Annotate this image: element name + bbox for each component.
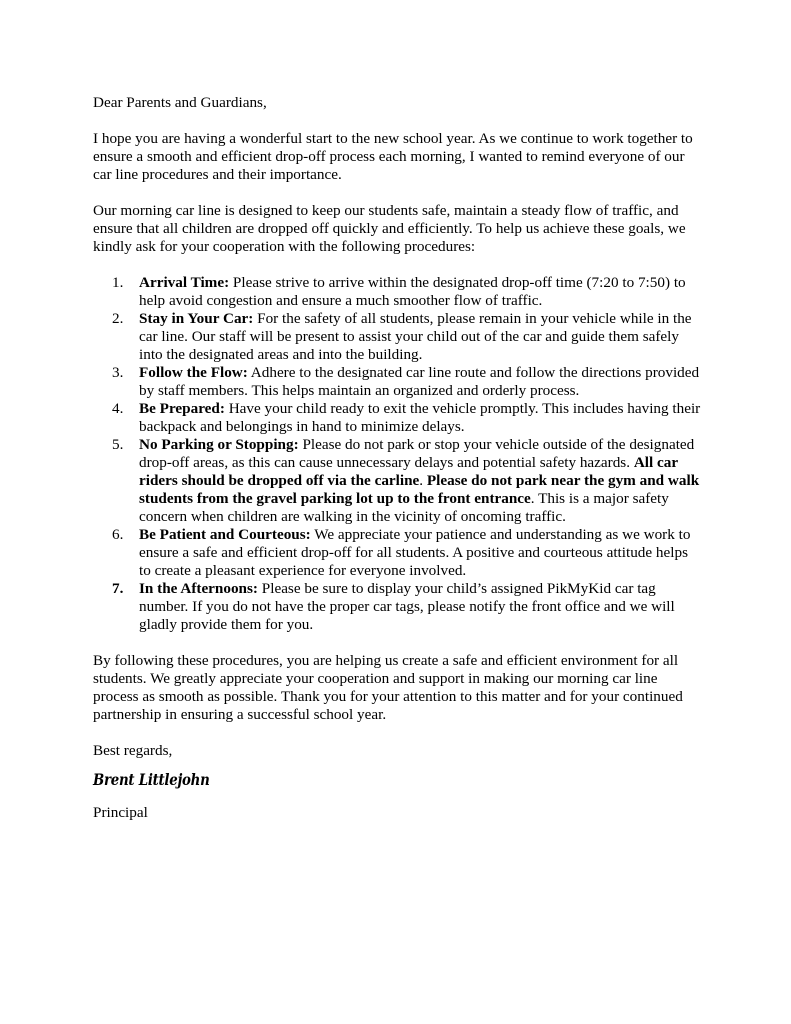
list-item — [93, 526, 703, 580]
item-title: Be Patient and Courteous: — [139, 526, 311, 543]
item-title: No Parking or Stopping: — [139, 436, 299, 453]
list-item — [93, 400, 703, 436]
item-number: 7. — [112, 580, 124, 597]
gym-parking-emphasis: Please do not park near the gym and walk students from the gravel parking lot up to the front entrance — [139, 472, 700, 507]
letter-body — [93, 94, 703, 822]
item-text: Adhere to the designated car line route and follow the directions provided by staff members. This helps maintain an organized and orderly process. — [139, 364, 700, 399]
item-separator: . — [419, 472, 427, 489]
closing: Best regards, — [93, 742, 173, 759]
item-tail: . This is a major safety concern when children are walking in the vicinity of oncoming traffic. — [139, 490, 669, 525]
item-text: We appreciate your patience and understanding as we work to ensure a safe and efficient drop-off for all students. A positive and courteous attitude helps to create a pleasant experience for everyone involved. — [139, 526, 691, 579]
carline-emphasis: All car riders should be dropped off via the carline — [139, 454, 678, 489]
item-number: 2. — [112, 310, 124, 327]
item-number: 1. — [112, 274, 124, 291]
procedures-list — [93, 274, 703, 634]
sender-title: Principal — [93, 804, 148, 821]
item-title: Be Prepared: — [139, 400, 225, 417]
item-title: Stay in Your Car: — [139, 310, 254, 327]
list-item — [93, 436, 703, 526]
item-number: 5. — [112, 436, 124, 453]
signature: Brent Littlejohn — [93, 770, 210, 789]
list-item — [93, 310, 703, 364]
conclusion-paragraph: By following these procedures, you are helping us create a safe and efficient environment for all students. We greatly appreciate your cooperation and support in making our morning car line process as smooth as possible. Thank you for your attention to this matter and for your continued partnership in ensuring a successful school year. — [93, 652, 683, 723]
item-text: Please strive to arrive within the designated drop-off time (7:20 to 7:50) to help avoid congestion and ensure a much smoother flow of traffic. — [139, 274, 686, 309]
item-title: In the Afternoons: — [139, 580, 258, 597]
item-text: For the safety of all students, please remain in your vehicle while in the car line. Our staff will be present to assist your child out of the car and guide them safely into the designated areas and into the building. — [139, 310, 692, 363]
list-item — [93, 274, 703, 310]
item-title: Follow the Flow: — [139, 364, 248, 381]
purpose-paragraph: Our morning car line is designed to keep our students safe, maintain a steady flow of traffic, and ensure that all children are dropped off quickly and efficiently. To help us achieve these goals, we kindly ask for your cooperation with the following procedures: — [93, 202, 686, 255]
list-item — [93, 364, 703, 400]
item-number: 3. — [112, 364, 124, 381]
greeting: Dear Parents and Guardians, — [93, 94, 267, 111]
item-number: 6. — [112, 526, 124, 543]
item-title: Arrival Time: — [139, 274, 230, 291]
item-text: Please be sure to display your child’s assigned PikMyKid car tag number. If you do not have the proper car tags, please notify the front office and we will gladly provide them for you. — [139, 580, 675, 633]
list-item — [93, 580, 703, 634]
intro-paragraph: I hope you are having a wonderful start to the new school year. As we continue to work together to ensure a smooth and efficient drop-off process each morning, I wanted to remind everyone of our car line procedures and their importance. — [93, 130, 693, 183]
item-text: Please do not park or stop your vehicle outside of the designated drop-off areas, as this can cause unnecessary delays and potential safety hazards. — [139, 436, 695, 471]
item-text: Have your child ready to exit the vehicle promptly. This includes having their backpack and belongings in hand to minimize delays. — [139, 400, 701, 435]
item-number: 4. — [112, 400, 124, 417]
